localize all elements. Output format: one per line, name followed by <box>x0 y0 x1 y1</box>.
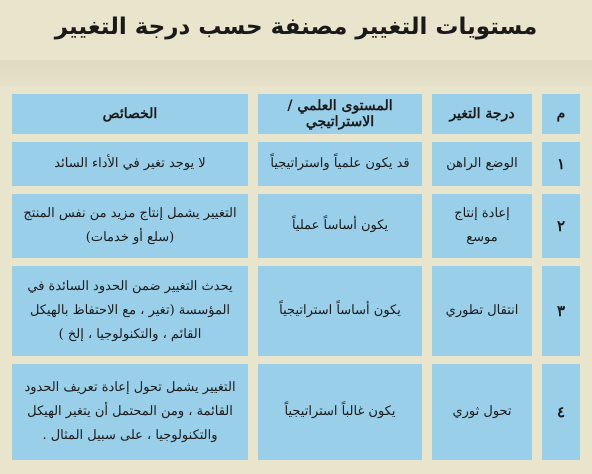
row-characteristics: يحدث التغيير ضمن الحدود السائدة في المؤسسة (تغير ، مع الاحتفاظ بالهيكل القائم ، والتكنولوجيا ، إلخ ) <box>12 266 248 356</box>
header-characteristics: الخصائص <box>12 94 248 134</box>
row-num: ١ <box>542 142 580 186</box>
table-row <box>12 266 580 356</box>
row-level: قد يكون علمياً واستراتيجياً <box>258 142 422 186</box>
header-num: م <box>542 94 580 134</box>
row-num: ٢ <box>542 194 580 258</box>
row-characteristics: لا يوجد تغير في الأداء السائد <box>12 142 248 186</box>
row-level: يكون أساساً استراتيجياً <box>258 266 422 356</box>
table-row <box>12 194 580 258</box>
header-level: المستوى العلمي / الاستراتيجي <box>258 94 422 134</box>
row-degree: إعادة إنتاج موسع <box>432 194 532 258</box>
header-degree: درجة التغير <box>432 94 532 134</box>
table-header-row <box>12 94 580 134</box>
row-degree: انتقال تطوري <box>432 266 532 356</box>
row-num: ٤ <box>542 364 580 460</box>
row-characteristics: التغيير يشمل تحول إعادة تعريف الحدود القائمة ، ومن المحتمل أن يتغير الهيكل والتكنولوجيا ، على سبيل المثال . <box>12 364 248 460</box>
table-row <box>12 364 580 460</box>
table-row <box>12 142 580 186</box>
row-degree: الوضع الراهن <box>432 142 532 186</box>
row-num: ٣ <box>542 266 580 356</box>
title-divider-band <box>0 60 592 86</box>
page-title: مستويات التغيير مصنفة حسب درجة التغيير <box>54 14 538 40</box>
row-level: يكون أساساً عملياً <box>258 194 422 258</box>
row-degree: تحول ثوري <box>432 364 532 460</box>
row-characteristics: التغيير يشمل إنتاج مزيد من نفس المنتج (سلع أو خدمات) <box>12 194 248 258</box>
row-level: يكون غالباً استراتيجياً <box>258 364 422 460</box>
